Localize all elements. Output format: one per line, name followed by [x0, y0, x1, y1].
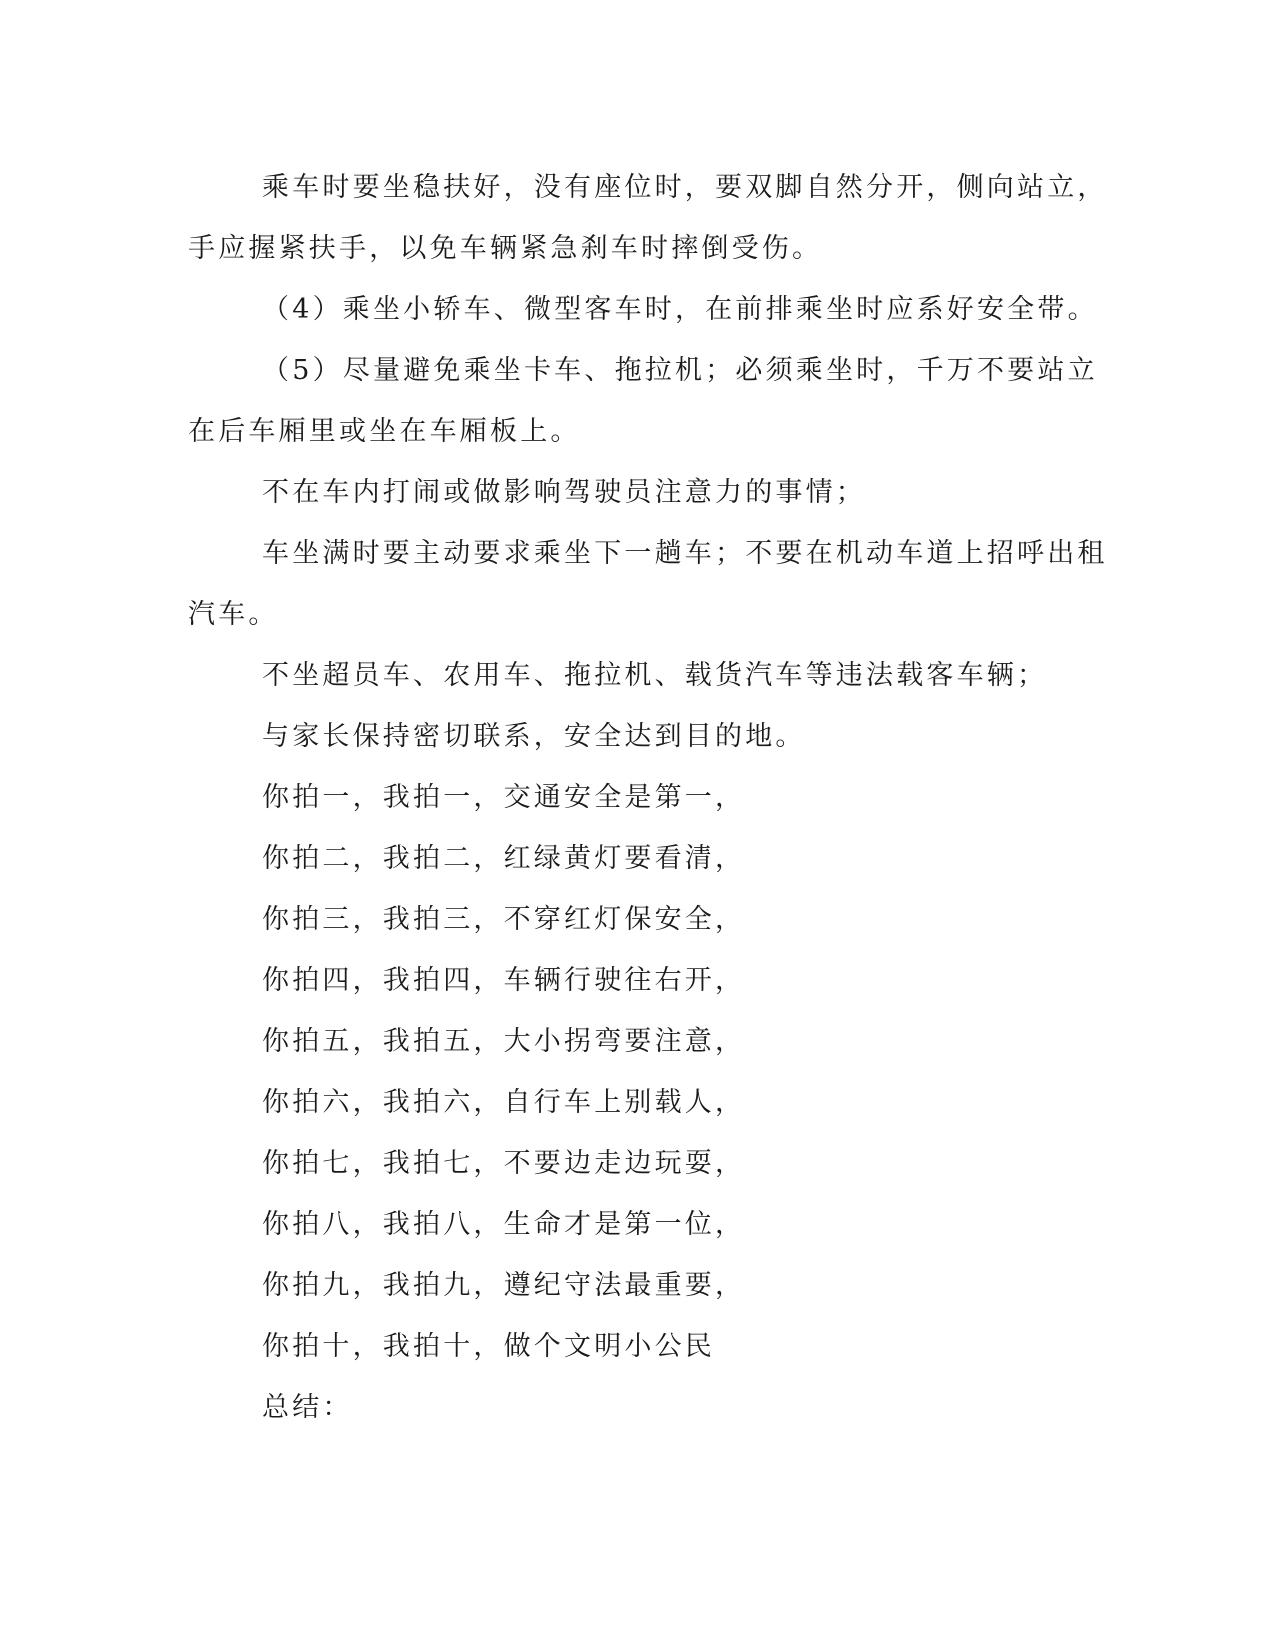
- rhyme-line: 你拍六，我拍六，自行车上别载人，: [262, 1087, 746, 1118]
- paragraph-line: 车坐满时要主动要求乘坐下一趟车；不要在机动车道上招呼出租: [262, 538, 1108, 569]
- paragraph-line: 与家长保持密切联系，安全达到目的地。: [262, 721, 806, 752]
- rhyme-line: 你拍七，我拍七，不要边走边玩耍，: [262, 1148, 746, 1179]
- paragraph-line: 在后车厢里或坐在车厢板上。: [188, 416, 581, 447]
- rhyme-line: 你拍五，我拍五，大小拐弯要注意，: [262, 1026, 746, 1057]
- paragraph-line: 汽车。: [188, 599, 279, 630]
- rhyme-line: 你拍一，我拍一，交通安全是第一，: [262, 782, 746, 813]
- document-body: [188, 157, 1108, 1438]
- paragraph-line: 不在车内打闹或做影响驾驶员注意力的事情；: [262, 477, 866, 508]
- rhyme-line: 你拍九，我拍九，遵纪守法最重要，: [262, 1270, 746, 1301]
- rhyme-line: 你拍三，我拍三，不穿红灯保安全，: [262, 904, 746, 935]
- paragraph-line: （5）尽量避免乘坐卡车、拖拉机；必须乘坐时，千万不要站立: [262, 355, 1098, 386]
- paragraph-line: 手应握紧扶手，以免车辆紧急刹车时摔倒受伤。: [188, 233, 823, 264]
- paragraph-line: 乘车时要坐稳扶好，没有座位时，要双脚自然分开，侧向站立，: [262, 172, 1108, 203]
- paragraph-line: 不坐超员车、农用车、拖拉机、载货汽车等违法载客车辆；: [262, 660, 1048, 691]
- paragraph-line: （4）乘坐小轿车、微型客车时，在前排乘坐时应系好安全带。: [262, 294, 1098, 325]
- rhyme-line: 你拍二，我拍二，红绿黄灯要看清，: [262, 843, 746, 874]
- rhyme-line: 你拍四，我拍四，车辆行驶往右开，: [262, 965, 746, 996]
- summary-heading: 总结：: [262, 1392, 353, 1423]
- rhyme-line: 你拍十，我拍十，做个文明小公民: [262, 1331, 715, 1362]
- rhyme-line: 你拍八，我拍八，生命才是第一位，: [262, 1209, 746, 1240]
